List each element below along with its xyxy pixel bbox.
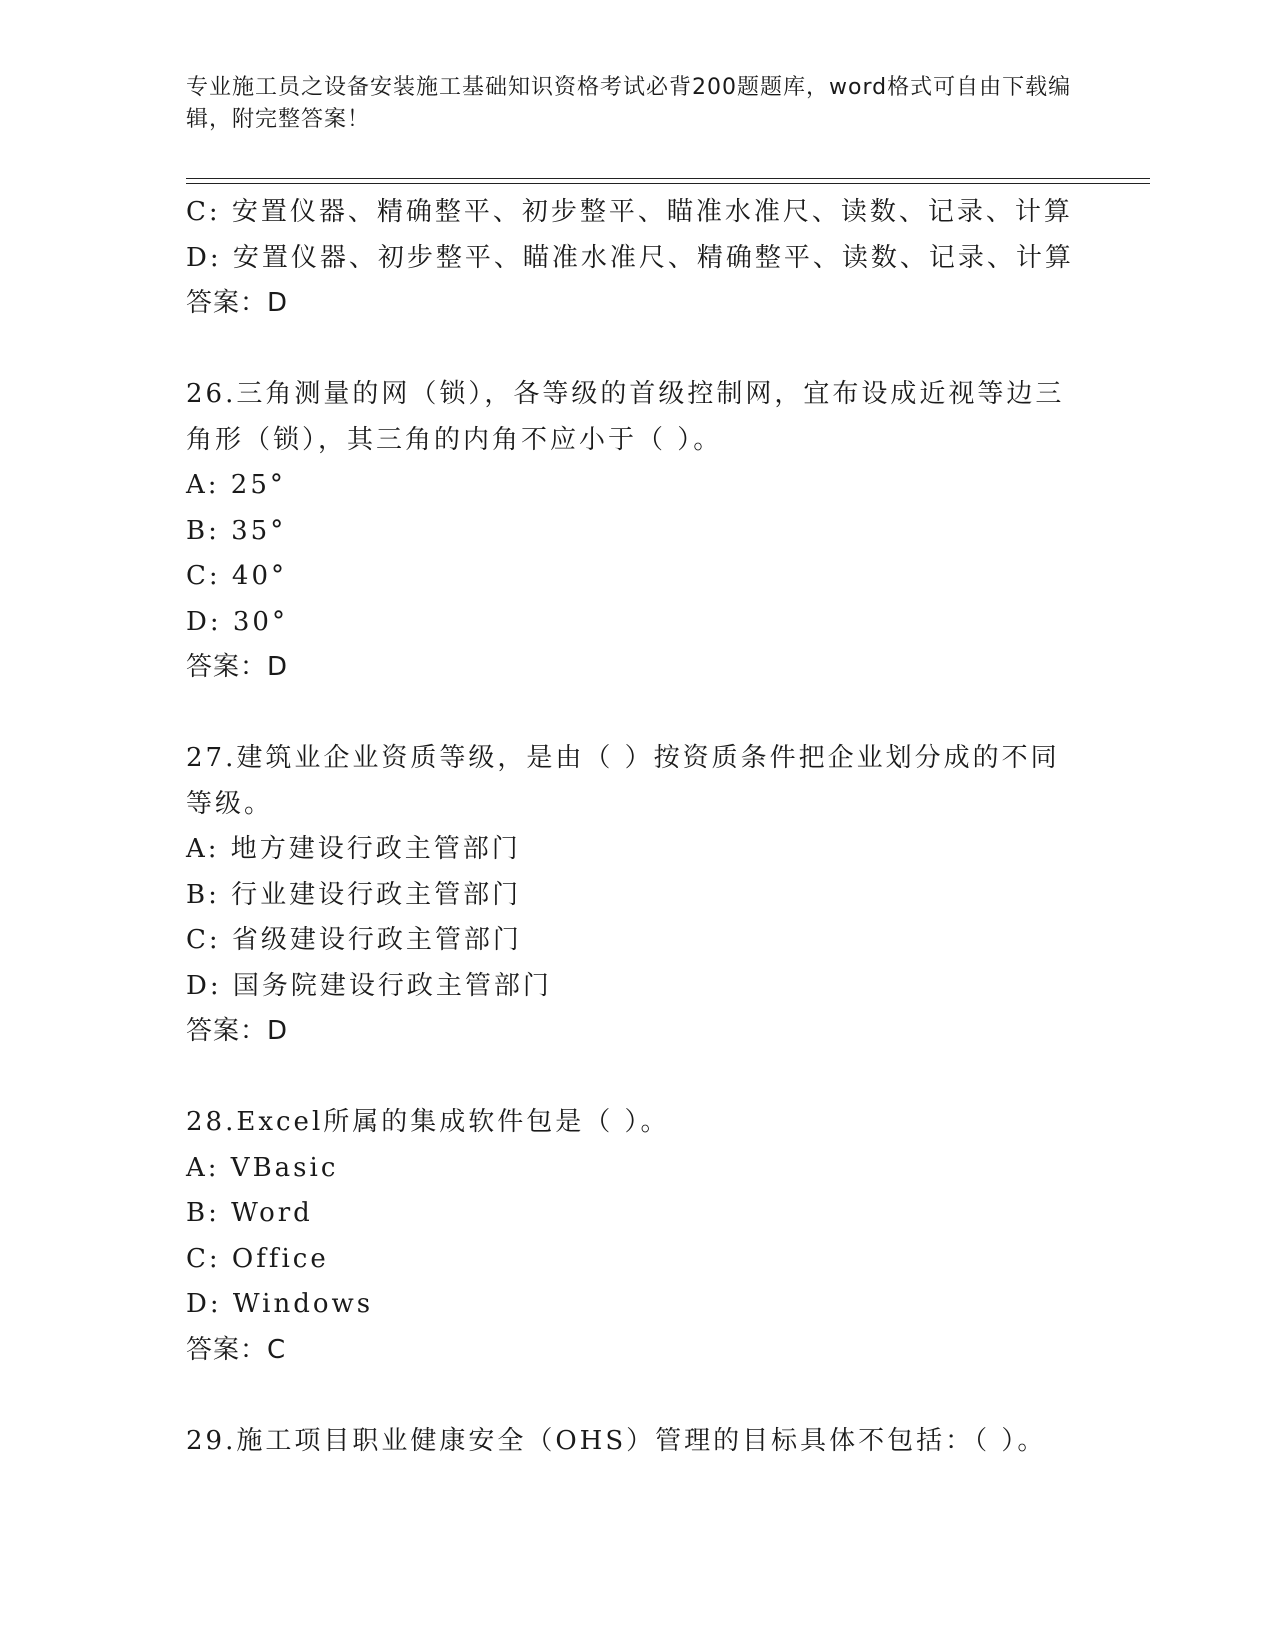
question-25-tail (186, 190, 1086, 327)
option-a: A: VBasic (186, 1152, 339, 1183)
header-divider-bottom (186, 183, 1150, 184)
option-d: D: 国务院建设行政主管部门 (186, 970, 552, 1001)
question-text: 28.Excel所属的集成软件包是（ ）。 (186, 1107, 670, 1137)
option-d: D: 安置仪器、初步整平、瞄准水准尺、精确整平、读数、记录、计算 (186, 242, 1074, 273)
answer: 答案：C (186, 1334, 287, 1365)
spacer (186, 327, 1086, 373)
option-b: B: Word (186, 1198, 313, 1228)
question-29 (186, 1419, 1086, 1465)
spacer (186, 1373, 1086, 1419)
document-body (186, 190, 1086, 1464)
option-b: B: 行业建设行政主管部门 (186, 879, 522, 910)
option-d: D: 30° (186, 606, 288, 637)
option-c: C: Office (186, 1243, 329, 1274)
question-27 (186, 736, 1086, 1055)
option-a: A: 25° (186, 470, 286, 500)
spacer (186, 691, 1086, 737)
document-header (186, 72, 1086, 136)
answer: 答案：D (186, 1016, 289, 1046)
question-text: 27.建筑业企业资质等级，是由（ ）按资质条件把企业划分成的不同等级。 (186, 743, 1060, 819)
question-text: 29.施工项目职业健康安全（OHS）管理的目标具体不包括：（ ）。 (186, 1425, 1047, 1456)
spacer (186, 1055, 1086, 1101)
option-a: A: 地方建设行政主管部门 (186, 834, 521, 864)
answer: 答案：D (186, 652, 289, 682)
option-b: B: 35° (186, 515, 287, 546)
answer: 答案：D (186, 288, 289, 318)
option-c: C: 安置仪器、精确整平、初步整平、瞄准水准尺、读数、记录、计算 (186, 197, 1073, 227)
option-c: C: 40° (186, 561, 288, 591)
question-28 (186, 1100, 1086, 1373)
question-text: 26.三角测量的网（锁），各等级的首级控制网，宜布设成近视等边三角形（锁），其三角的内角不应小于（ ）。 (186, 379, 1065, 455)
option-c: C: 省级建设行政主管部门 (186, 925, 522, 955)
option-d: D: Windows (186, 1289, 374, 1319)
question-26 (186, 372, 1086, 691)
header-divider-top (186, 178, 1150, 179)
header-title: 专业施工员之设备安装施工基础知识资格考试必背200题题库，word格式可自由下载编辑，附完整答案！ (186, 75, 1072, 132)
